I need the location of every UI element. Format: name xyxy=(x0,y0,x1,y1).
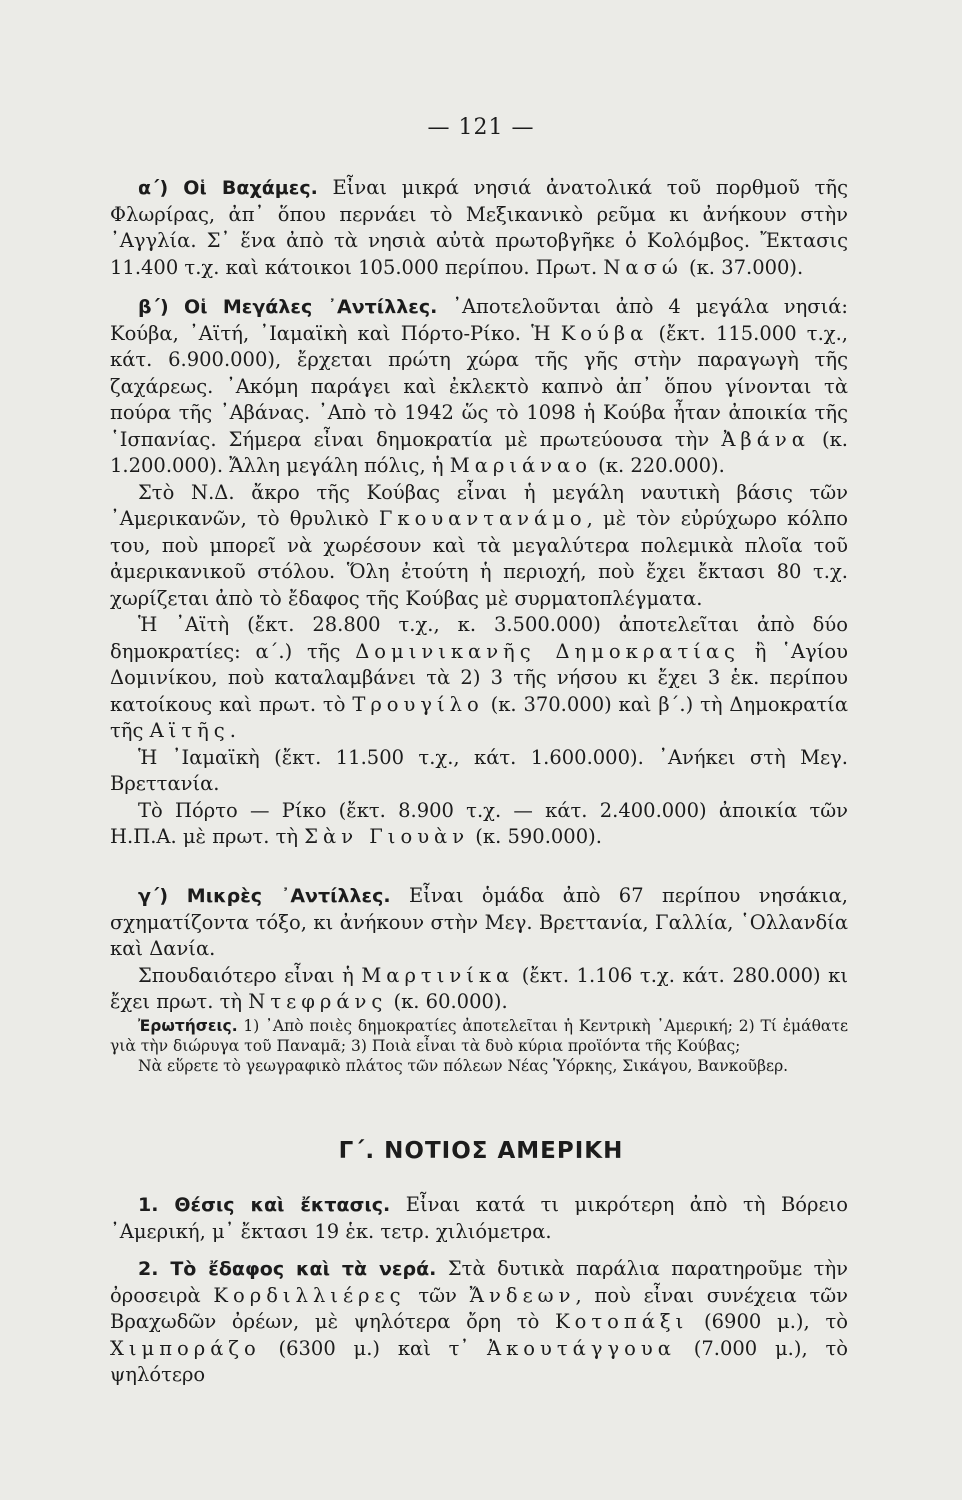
san-juan-name: Σὰν Γιουὰν xyxy=(304,825,470,848)
greater-antilles-text-3: (κ. 1.200.000). Ἄλλη μεγάλη πόλις, ἡ xyxy=(110,427,848,477)
lesser-antilles-paragraph xyxy=(110,883,848,963)
terrain-text-1: Στὰ δυτικὰ παράλια παρατηροῦμε τὴν ὀροσειρὰ xyxy=(110,1257,848,1307)
questions-paragraph-2: Νὰ εὕρετε τὸ γεωγραφικὸ πλάτος τῶν πόλεων Νέας Ὑόρκης, Σικάγου, Βανκοῦβερ. xyxy=(138,1057,789,1075)
aconcagua-name: Ἀκουτάγγουα xyxy=(487,1336,676,1360)
haiti-text-2: ἢ ῾Αγίου Δομινίκου, ποὺ καταλαμβάνει τὰ 2) 3 τῆς νήσου κι ἔχει 3 ἑκ. περίπου κατοίκους καὶ πρωτ. τὸ xyxy=(110,639,848,716)
greater-antilles-heading: β΄) Οἱ Μεγάλες ᾿Αντίλλες. xyxy=(138,296,438,318)
questions-paragraph xyxy=(110,1016,848,1056)
martinique-paragraph xyxy=(110,963,848,1016)
martinique-text-1: Σπουδαιότερο εἶναι ἡ xyxy=(138,963,362,987)
marianao-name: Μαριάναο xyxy=(449,454,592,477)
haiti-text-1: Ἡ ᾿Αϊτὴ (ἔκτ. 28.800 τ.χ., κ. 3.500.000) ἀποτελεῖται ἀπὸ δύο δημοκρατίες: α΄.) τῆς xyxy=(110,613,848,663)
section-title: Γ΄. ΝΟΤΙΟΣ ΑΜΕΡΙΚΗ xyxy=(338,1138,624,1164)
puerto-rico-text-2: (κ. 590.000). xyxy=(469,825,602,848)
cordilleras-name: Κορδιλλιέρες xyxy=(213,1283,406,1307)
guantanamo-paragraph xyxy=(110,480,848,613)
bahamas-paragraph xyxy=(110,175,848,281)
lesser-antilles-section xyxy=(110,883,848,1016)
haiti-name: Αϊτῆς xyxy=(149,719,230,742)
guantanamo-name: Γκουαντανάμο xyxy=(378,507,587,530)
martinique-name: Μαρτινίκα xyxy=(361,963,515,987)
guantanamo-text-1: Στὸ Ν.Δ. ἄκρο τῆς Κούβας εἶναι ἡ μεγάλη ναυτικὴ βάσις τῶν ᾿Αμερικανῶν, τὸ θρυλικὸ xyxy=(110,480,848,530)
greater-antilles-paragraph xyxy=(110,294,848,480)
nassau-name: Νασώ xyxy=(603,255,683,279)
terrain-text-2: τῶν xyxy=(405,1283,470,1307)
puerto-rico-paragraph xyxy=(110,798,848,851)
greater-antilles-text-4: (κ. 220.000). xyxy=(591,454,725,477)
terrain-text-4: (6900 μ.), τὸ xyxy=(688,1310,848,1333)
greater-antilles-text-2: (ἔκτ. 115.000 τ.χ., κάτ. 6.900.000), ἔρχεται πρώτη χώρα τῆς γῆς στὴν παραγωγὴ τῆς ζαχάρεως. ᾿Ακόμη παράγει καὶ ἐκλεκτὸ καπνὸ ἀπ᾿ ὅπου γίνονται τὰ πούρα τῆς ᾿Αβάνας. ᾿Απὸ τὸ 1942 ὥς τὸ 1098 ἡ Κούβα ἦταν ἀποικία τῆς ῾Ισπανίας. Σήμερα εἶναι δημοκρατία μὲ πρωτεύουσα τὴν xyxy=(110,321,848,451)
guantanamo-text-2: , μὲ τὸν εὐρύχωρο κόλπο του, ποὺ μπορεῖ νὰ χωρέσουν καὶ τὰ μεγαλύτερα πολεμικὰ πλοῖα τοῦ ἀμερικανικοῦ στόλου. Ὅλη ἐτούτη ἡ περιοχή, ποὺ ἔχει ἔκτασι 80 τ.χ. χωρίζεται ἀπὸ τὸ ἔδαφος τῆς Κούβας μὲ συρματοπλέγματα. xyxy=(110,507,848,610)
andes-name: Ἄνδεων xyxy=(469,1283,576,1307)
questions-section xyxy=(110,1016,848,1076)
haiti-paragraph xyxy=(110,612,848,745)
puerto-rico-text-1: Τὸ Πόρτο — Ρίκο (ἔκτ. 8.900 τ.χ. — κάτ. 2.400.000) ἀποικία τῶν Η.Π.Α. μὲ πρωτ. τὴ xyxy=(110,798,848,848)
page-number: — 121 — xyxy=(427,115,535,140)
cuba-name: Κούβα xyxy=(560,321,649,345)
lesser-antilles-heading: γ΄) Μικρὲς ᾿Αντίλλες. xyxy=(138,885,391,907)
haiti-text-4: . xyxy=(229,719,236,742)
terrain-paragraph xyxy=(110,1256,848,1389)
greater-antilles-text-1: ᾿Αποτελοῦνται ἀπὸ 4 μεγάλα νησιά: Κούβα, ᾿Αϊτή, ᾿Ιαμαϊκὴ καὶ Πόρτο-Ρίκο. Ἡ xyxy=(110,295,848,345)
martinique-text-2: (ἔκτ. 1.106 τ.χ. κάτ. 280.000) κι ἔχει πρωτ. τὴ xyxy=(110,963,848,1013)
terrain-section xyxy=(110,1256,848,1389)
bahamas-text: Εἶναι μικρά νησιά ἀνατολικά τοῦ πορθμοῦ τῆς Φλωρίρας, ἀπ᾿ ὅπου περνάει τὸ Μεξικανικὸ ρεῦμα κι ἀνήκουν στὴν ᾿Αγγλία. Σ᾿ ἕνα ἀπὸ τὰ νησιὰ αὐτὰ πρωτοβγῆκε ὁ Κολόμβος. Ἔκτασις 11.400 τ.χ. καὶ κάτοικοι 105.000 περίπου. Πρωτ. xyxy=(110,176,848,279)
trujillo-name: Τρουγίλο xyxy=(352,692,484,716)
questions-heading: Ἐρωτήσεις. xyxy=(138,1017,238,1035)
jamaica-paragraph: Ἡ ᾿Ιαμαϊκὴ (ἔκτ. 11.500 τ.χ., κάτ. 1.600.000). ᾿Ανήκει στὴ Μεγ. Βρεττανία. xyxy=(110,745,848,795)
lesser-antilles-text: Εἶναι ὁμάδα ἀπὸ 67 περίπου νησάκια, σχηματίζοντα τόξο, κι ἀνήκουν στὴν Μεγ. Βρεττανία, Γαλλία, ῾Ολλανδία καὶ Δανία. xyxy=(110,884,848,960)
bahamas-tail: (κ. 37.000). xyxy=(682,255,804,279)
terrain-heading: 2. Τὸ ἔδαφος καὶ τὰ νερά. xyxy=(138,1258,437,1280)
cotopaxi-name: Κοτοπάξι xyxy=(555,1310,689,1333)
terrain-text-6: (7.000 μ.), τὸ ψηλότερο xyxy=(110,1336,848,1386)
terrain-text-5: (6300 μ.) καὶ τ᾿ xyxy=(260,1336,488,1360)
bahamas-heading: α΄) Οἱ Βαχάμες. xyxy=(138,177,318,199)
questions-text: 1) ᾿Απὸ ποιὲς δημοκρατίες ἀποτελεῖται ἡ Κεντρικὴ ᾿Αμερική; 2) Τί ἐμάθατε γιὰ τὴν διώρυγα τοῦ Παναμᾶ; 3) Ποιὰ εἶναι τὰ δυὸ κύρια προϊόντα τῆς Κούβας; xyxy=(110,1017,848,1055)
position-text: Εἶναι κατά τι μικρότερη ἀπὸ τὴ Βόρειο ᾿Αμερική, μ᾿ ἔκτασι 19 ἑκ. τετρ. χιλιόμετρα. xyxy=(110,1193,848,1243)
greater-antilles-section xyxy=(110,294,848,851)
position-section xyxy=(110,1192,848,1245)
terrain-text-3: , ποὺ εἶναι συνέχεια τῶν Βραχωδῶν ὀρέων, μὲ ψηλότερα ὄρη τὸ xyxy=(110,1283,848,1333)
havana-name: Ἀβάνα xyxy=(721,427,810,451)
dominican-republic-name: Δομινικανῆς Δημοκρατίας xyxy=(355,639,740,663)
haiti-text-3: (κ. 370.000) καὶ β΄.) τὴ Δημοκρατία τῆς xyxy=(110,692,848,742)
position-paragraph xyxy=(110,1192,848,1245)
position-heading: 1. Θέσις καὶ ἔκτασις. xyxy=(138,1194,391,1216)
chimborazo-name: Χιμποράζο xyxy=(110,1336,261,1360)
bahamas-section xyxy=(110,175,848,281)
fort-de-france-name: Ντεφράνς xyxy=(248,990,388,1013)
martinique-text-3: (κ. 60.000). xyxy=(387,990,508,1013)
